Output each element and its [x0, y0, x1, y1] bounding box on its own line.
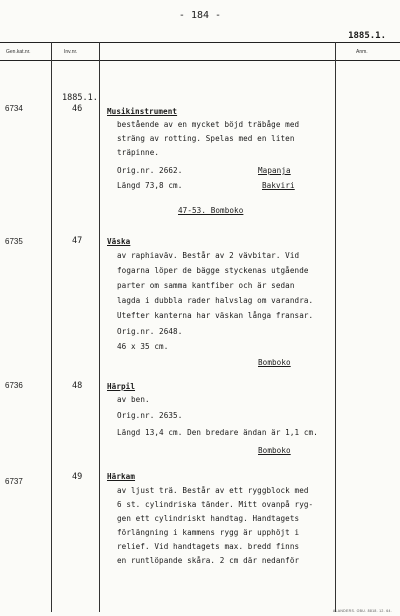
people-name: Bakviri [262, 181, 295, 190]
column-divider-3 [335, 42, 336, 612]
entry-title: Musikinstrument [107, 107, 178, 116]
entry-length: Längd 73,8 cm. [117, 181, 183, 190]
entry-line: av raphiaväv. Består av 2 vävbitar. Vid [117, 251, 300, 260]
entry-title: Härkam [107, 472, 136, 481]
catalog-number: 6735 [5, 237, 23, 246]
group-heading: 47-53. Bomboko [178, 206, 244, 215]
orig-number: Orig.nr. 2648. [117, 327, 183, 336]
column-divider-2 [99, 42, 100, 612]
entry-line: bestående av en mycket böjd träbåge med [117, 120, 300, 129]
entry-line: Utefter kanterna har väskan långa fransar. [117, 311, 314, 320]
entry-title: Väska [107, 237, 131, 246]
entry-line: gen ett cylindriskt handtag. Handtagets [117, 514, 300, 523]
entry-dimensions: 46 x 35 cm. [117, 342, 169, 351]
header-year: 1885.1. [348, 31, 386, 41]
orig-number: Orig.nr. 2662. [117, 166, 183, 175]
entry-line: relief. Vid handtagets max. bredd finns [117, 542, 300, 551]
entry-line: 6 st. cylindriska tänder. Mitt ovanpå ryg- [117, 500, 314, 509]
entry-line: sträng av rotting. Spelas med en liten [117, 134, 295, 143]
inventory-number: 47 [72, 236, 83, 246]
header-bottom-rule [0, 60, 400, 61]
inventory-number: 49 [72, 472, 83, 482]
entry-line: träpinne. [117, 148, 160, 157]
entry-line: förlängning i kammens rygg är upphöjt i [117, 528, 300, 537]
entry-line: fogarna löper de bägge styckenas utgående [117, 266, 309, 275]
inventory-number: 46 [72, 104, 83, 114]
entry-line: av ljust trä. Består av ett ryggblock med [117, 486, 309, 495]
place-name: Mapanja [258, 166, 291, 175]
entry-title: Härpil [107, 382, 136, 391]
inventory-number: 48 [72, 381, 83, 391]
catalog-number: 6736 [5, 381, 23, 390]
catalog-number: 6734 [5, 104, 23, 113]
column-header-inv: Inv.nr. [64, 49, 78, 55]
entry-length: Längd 13,4 cm. Den bredare ändan är 1,1 cm. [117, 428, 318, 437]
entry-line: lagda i dubbla rader halvslag om varandra. [117, 296, 314, 305]
place-name: Bomboko [258, 446, 291, 455]
entry-line: en runtlöpande skåra. 2 cm där nedanför [117, 556, 300, 565]
header-top-rule [0, 42, 400, 43]
catalog-number: 6737 [5, 477, 23, 486]
printer-footer: ALANDERS. OBU. 8818. 12. 64. [332, 609, 392, 613]
column-divider-1 [51, 42, 52, 612]
column-header-gen-kat: Gen.kat.nr. [6, 49, 31, 55]
section-year: 1885.1. [62, 93, 98, 103]
entry-line: parter om samma kantfiber och är sedan [117, 281, 295, 290]
page-number: - 184 - [178, 10, 222, 21]
place-name: Bomboko [258, 358, 291, 367]
orig-number: Orig.nr. 2635. [117, 411, 183, 420]
column-header-anm: Anm. [356, 49, 368, 55]
entry-line: av ben. [117, 395, 150, 404]
